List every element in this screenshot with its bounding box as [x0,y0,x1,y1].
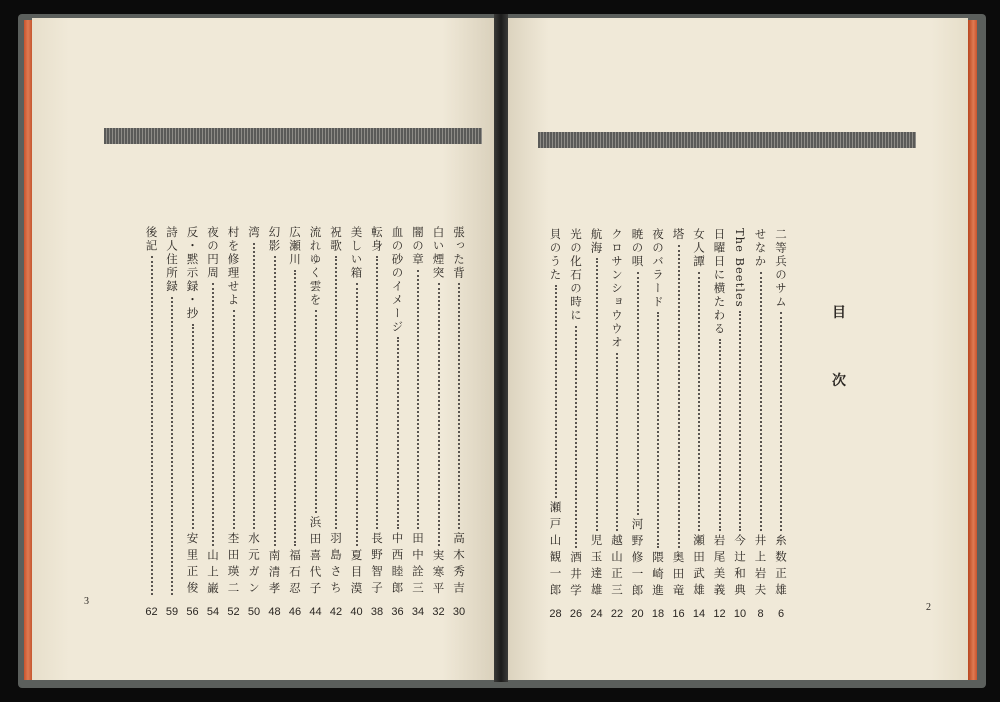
toc-entry [163,226,181,598]
leader-dots [719,339,721,531]
toc-entry-author: 田中詮三 [411,532,425,598]
toc-entry-page-number: 24 [590,608,603,620]
toc-entry-title: 広瀬川 [288,226,302,267]
leader-dots [438,283,440,546]
page-edge-right [968,20,977,680]
leader-dots [739,311,741,531]
toc-entry-author: 高木秀吉 [452,532,466,598]
toc-entry-author: 安里正俊 [185,532,200,598]
toc-entry-title: 祝歌 [329,226,343,253]
toc-entry-author: 南清孝 [267,548,282,598]
toc-entry [670,228,688,600]
toc-entry-title: The Beetles [733,228,747,308]
leader-dots [212,283,214,546]
toc-entry-title: 日曜日に横たわる [712,228,727,336]
toc-entry-page-number: 30 [452,606,466,618]
toc-entry [450,226,468,598]
toc-entry-title: クロサンショウウオ [610,228,624,350]
toc-heading-char-1: 目 [832,305,846,321]
toc-entry-author: 杢田瑛二 [226,532,241,598]
toc-entry-title: 転身 [370,226,384,253]
toc-entry-page-number: 59 [165,606,179,618]
toc-entry-page-number: 12 [713,608,726,620]
toc-entry-title: 幻影 [267,226,282,253]
leader-dots [253,243,255,530]
toc-entry-title: 反・黙示録・抄 [185,226,200,321]
toc-entry-author: 羽島さち [329,532,343,598]
toc-entry-title: 夜の円周 [206,226,220,280]
left-page [32,18,498,680]
toc-entry [368,226,386,598]
toc-entry-title: 詩人住所録 [165,226,179,294]
leader-dots [335,256,337,529]
toc-entry-page-number: 18 [651,608,665,620]
decorative-bar [104,128,482,144]
folio-right: 2 [926,602,931,613]
toc-entry-title: 闇の章 [411,226,425,267]
toc-entry [245,226,263,598]
toc-entry-author: 実寒平 [431,548,446,598]
toc-entry [204,226,222,598]
toc-entry [567,228,585,600]
toc-entry-page-number: 28 [549,608,562,620]
toc-entry-page-number: 8 [757,608,764,620]
toc-entry [389,226,407,598]
toc-entry-author: 越山正三 [610,534,624,600]
toc-entry-page-number: 50 [247,606,261,618]
leader-dots [192,324,194,530]
leader-dots [616,353,618,532]
toc-entry-page-number: 6 [777,608,785,620]
leader-dots [397,337,399,529]
toc-entry-author: 糸数正雄 [774,534,788,600]
toc-entry-title: 夜のバラード [651,228,665,309]
book-gutter [494,14,508,682]
leader-dots [698,272,700,532]
toc-entry-title: 村を修理せよ [226,226,241,307]
toc-entry-author: 瀬田武雄 [692,534,706,600]
toc-entry-title: 女人譚 [692,228,706,269]
toc-entry [547,228,565,600]
toc-entry-page-number: 44 [309,606,322,618]
toc-entry-author: 長野智子 [370,532,384,598]
toc-entry-title: 貝のうた [548,228,563,282]
leader-dots [151,256,153,595]
toc-entry-author: 児玉達雄 [589,534,604,600]
leader-dots [171,297,173,596]
leader-dots [294,270,296,546]
toc-entry [608,228,626,600]
toc-entry-page-number: 14 [692,608,706,620]
toc-entry-author: 隈崎進 [651,550,665,600]
toc-entry-title: 湾 [247,226,261,240]
leader-dots [637,272,639,515]
toc-entry [143,226,161,598]
toc-entry [430,226,448,598]
toc-entry-title: 後記 [144,226,159,253]
right-page [502,18,968,680]
toc-entry [690,228,708,600]
toc-entry-page-number: 48 [268,606,281,618]
leader-dots [417,270,419,530]
toc-entry [588,228,606,600]
toc-entry-author: 中西睦郎 [390,532,405,598]
toc-entry-title: 流れゆく雲を [308,226,323,307]
toc-entry-title: 白い煙突 [431,226,446,280]
toc-entry-page-number: 54 [206,606,220,618]
toc-entry [409,226,427,598]
toc-entry [327,226,345,598]
toc-entry-title: 美しい箱 [349,226,364,280]
toc-entry-page-number: 40 [350,606,363,618]
toc-entry [752,228,770,600]
toc-entry-page-number: 34 [411,606,425,618]
toc-entry-title: せなか [753,228,768,269]
leader-dots [575,326,577,548]
toc-entry-title: 暁の唄 [630,228,645,269]
toc-entry [731,228,749,600]
leader-dots [657,312,659,548]
toc-entry-title: 塔 [671,228,686,242]
toc-entry-title: 光の化石の時に [569,228,583,323]
toc-entry-page-number: 62 [145,606,158,618]
toc-entry-title: 血の砂のイメージ [390,226,405,334]
toc-entry-author: 酒井学 [569,550,583,600]
toc-entry-title: 航海 [589,228,604,255]
toc-entry-page-number: 52 [227,606,240,618]
toc-entry [225,226,243,598]
leader-dots [678,245,680,548]
toc-entry-page-number: 32 [432,606,445,618]
toc-entry-author: 山上巌 [206,548,220,598]
toc-heading-char-2: 次 [832,373,846,389]
toc-entry [649,228,667,600]
leader-dots [760,272,762,532]
toc-entry [286,226,304,598]
toc-entry-page-number: 38 [370,606,384,618]
toc-entry [772,228,790,600]
toc-entry-page-number: 46 [288,606,302,618]
toc-entry-page-number: 16 [672,608,685,620]
decorative-bar [538,132,916,148]
toc-entry-author: 瀬戸山観一郎 [548,501,563,600]
folio-left: 3 [84,596,89,607]
leader-dots [596,258,598,531]
toc-entry-author: 井上岩夫 [753,534,768,600]
leader-dots [376,256,378,529]
toc-entry [629,228,647,600]
leader-dots [233,310,235,529]
leader-dots [555,285,557,498]
leader-dots [458,283,460,529]
toc-entry-author: 岩尾美義 [712,534,727,600]
leader-dots [356,283,358,546]
toc-entry-author: 奥田竜 [671,550,686,600]
toc-entry [266,226,284,598]
leader-dots [274,256,276,546]
toc-entry-title: 二等兵のサム [774,228,788,309]
toc-entry [348,226,366,598]
toc-entry-page-number: 36 [391,606,404,618]
toc-entry-page-number: 42 [329,606,343,618]
leader-dots [315,310,317,513]
toc-entry-page-number: 26 [569,608,583,620]
toc-entry-page-number: 56 [186,606,199,618]
toc-entry-page-number: 10 [733,608,747,620]
toc-entry [307,226,325,598]
toc-entry-author: 夏目漠 [349,548,364,598]
faint-mark [6,420,20,530]
leader-dots [780,312,782,531]
toc-entry-author: 福石忍 [288,548,302,598]
toc-entry-author: 河野修一郎 [630,517,645,600]
toc-entry-page-number: 20 [631,608,644,620]
toc-entry-page-number: 22 [610,608,624,620]
toc-entry [711,228,729,600]
toc-entry [184,226,202,598]
toc-entry-author: 今辻和典 [733,534,747,600]
toc-entry-author: 浜田喜代子 [308,515,323,598]
toc-entry-author: 水元ガン [247,532,261,598]
toc-entry-title: 張った背 [452,226,466,280]
